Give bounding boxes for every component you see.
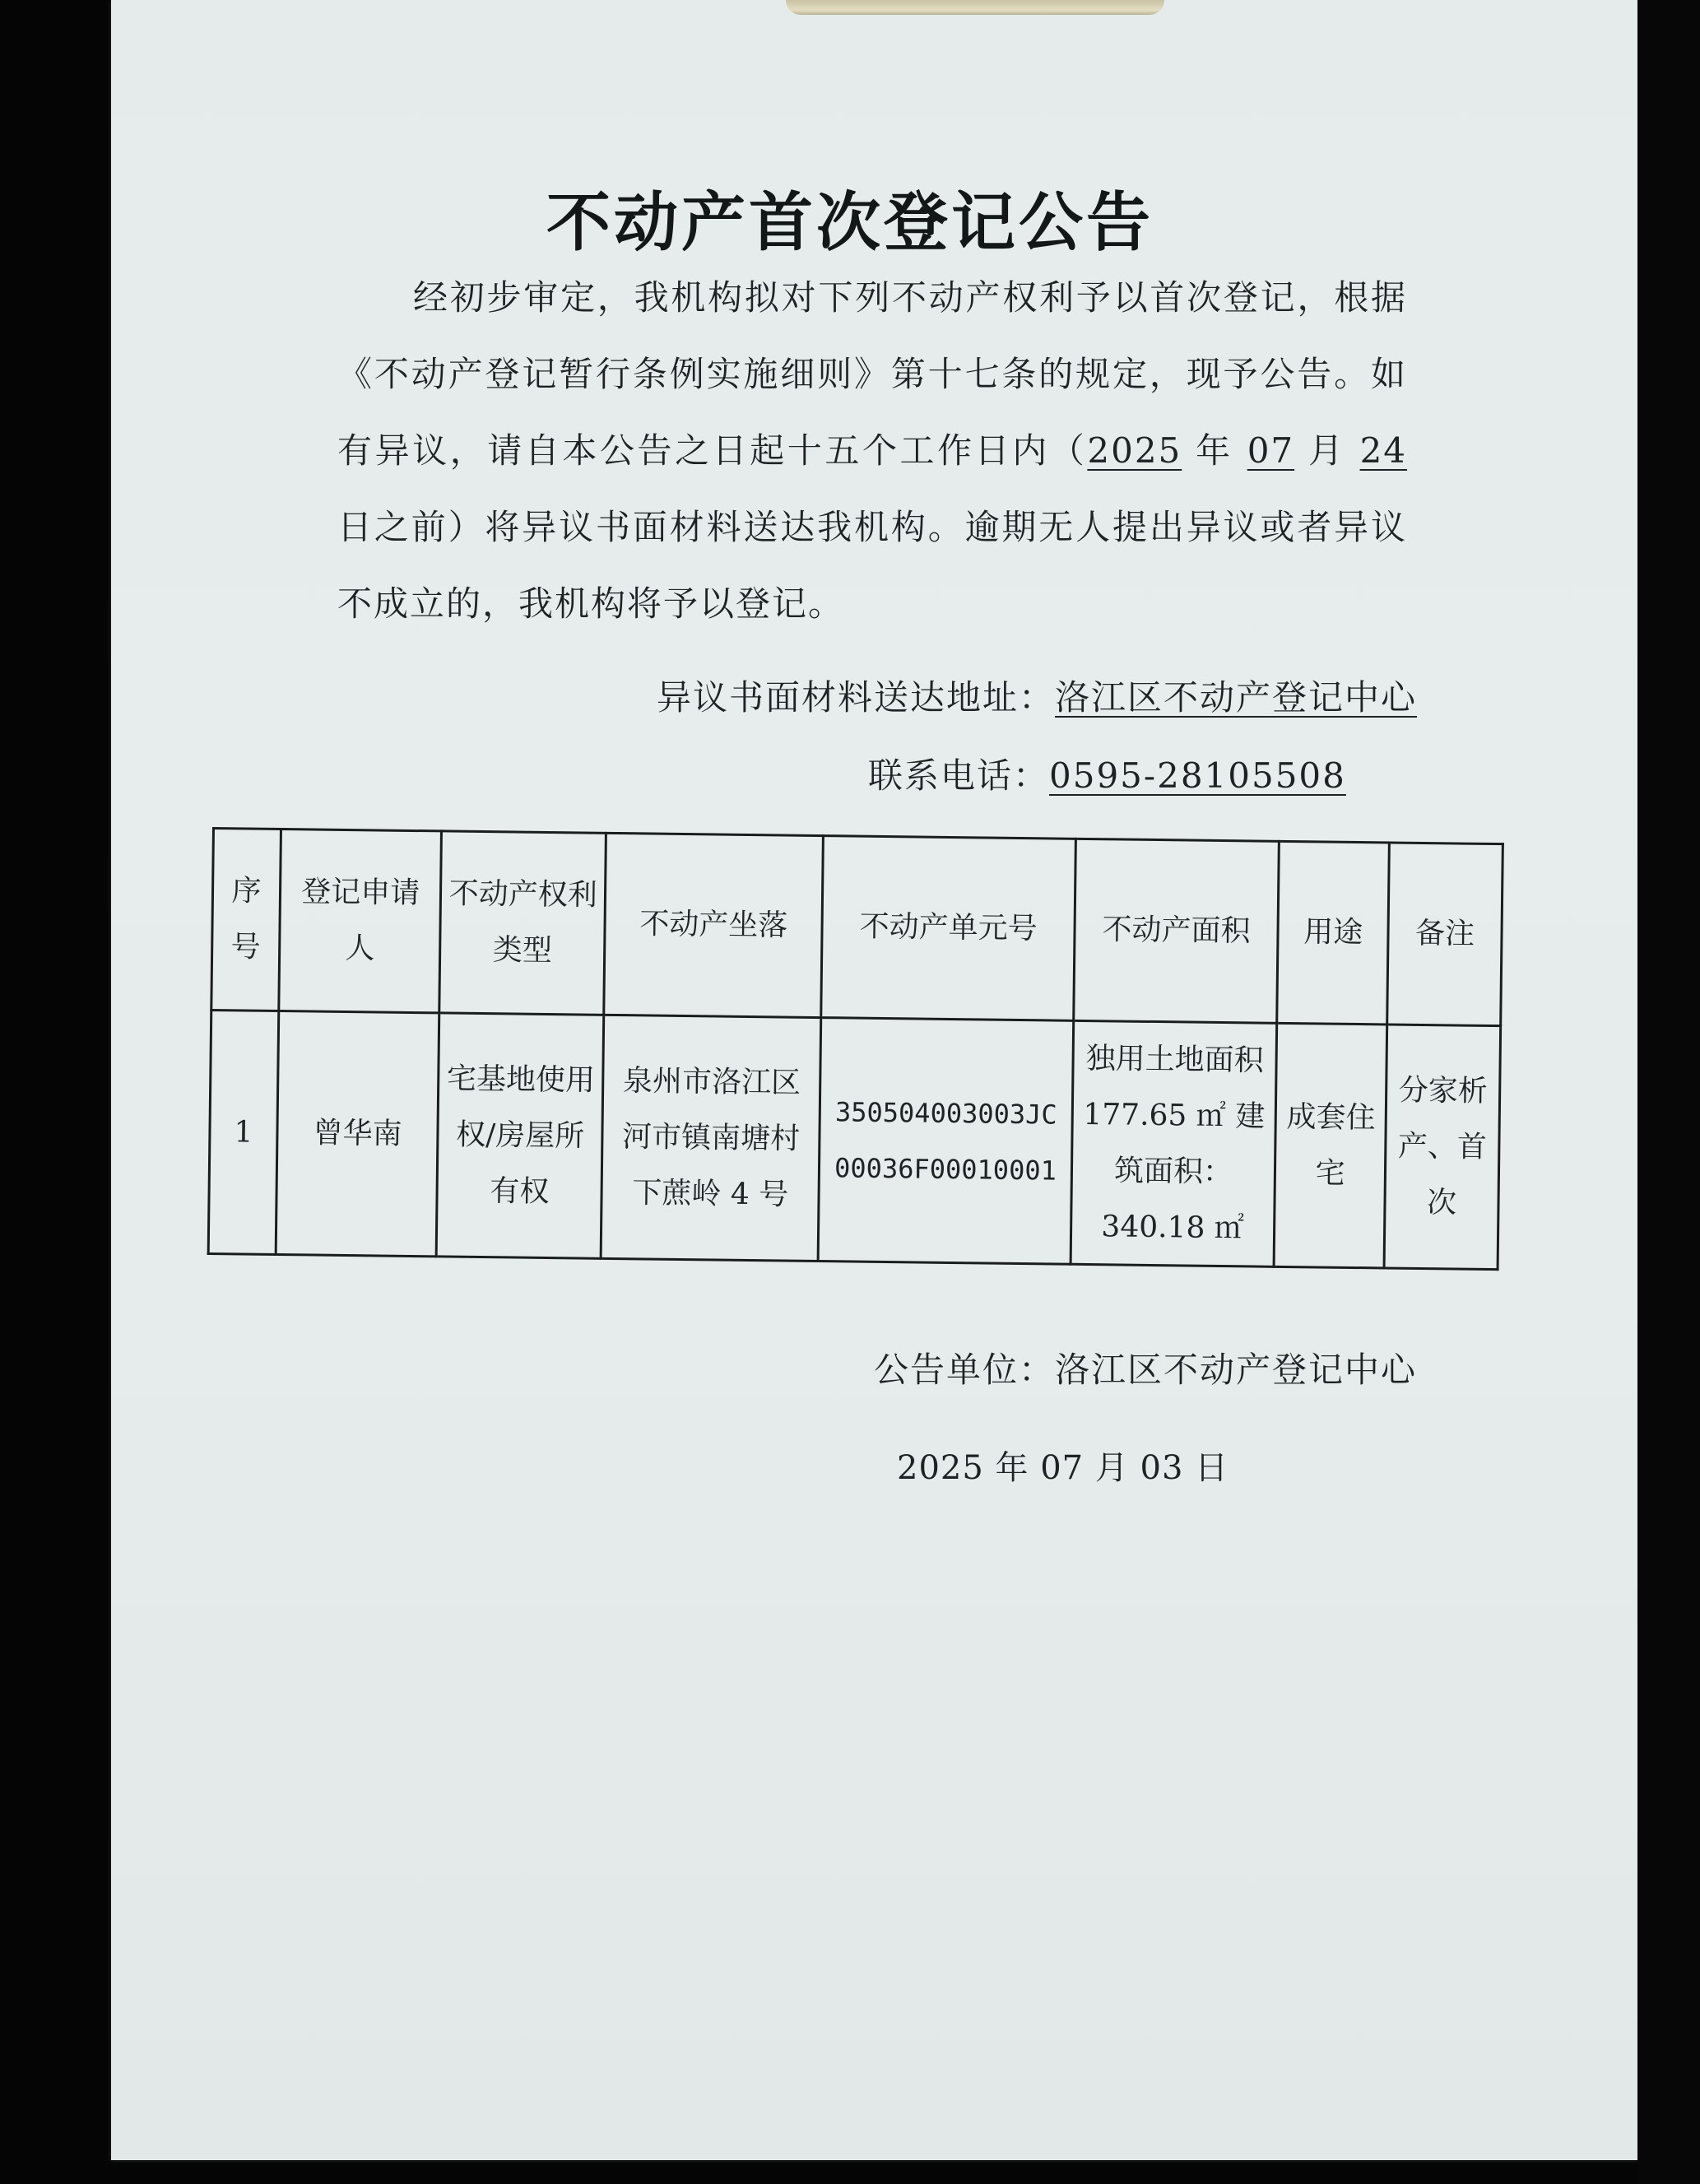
header-area: 不动产面积 [1073,839,1279,1023]
table-header-row [211,829,1503,1026]
registration-table [207,827,1504,1271]
contact-phone [868,749,1346,798]
cell-unit-no: 350504003003JC00036F00010001 [819,1018,1074,1265]
deadline-month: 07 [1247,430,1295,471]
cell-remark: 分家析产、首次 [1384,1025,1501,1270]
paper-clip [786,0,1164,15]
cell-area: 独用土地面积 177.65 ㎡ 建筑面积：340.18 ㎡ [1071,1020,1277,1266]
header-right-type: 不动产权利类型 [439,831,606,1015]
table-row [208,1011,1500,1270]
header-applicant: 登记申请人 [279,829,442,1013]
address-label: 异议书面材料送达地址： [657,677,1056,718]
notice-date: 2025 年 07 月 03 日 [897,1449,1229,1487]
cell-usage: 成套住宅 [1274,1023,1386,1268]
cell-applicant: 曾华南 [276,1011,439,1257]
deadline-year: 2025 [1087,430,1182,471]
issuing-unit: 公告单位：洛江区不动产登记中心 [874,1350,1418,1390]
body-text-2: 日之前）将异议书面材料送达我机构。逾期无人提出异议或者异议不成立的，我机构将予以登记。 [337,507,1407,624]
header-location: 不动产坐落 [604,833,824,1017]
header-unit-no: 不动产单元号 [821,836,1075,1021]
deadline-day: 24 [1359,430,1408,471]
header-remark: 备注 [1387,843,1503,1026]
notice-body [337,259,1407,642]
cell-location: 泉州市洛江区河市镇南塘村下蔗岭 4 号 [601,1015,821,1261]
objection-address [657,671,1417,720]
cell-index: 1 [208,1011,279,1255]
year-char: 年 [1182,430,1247,471]
address-value: 洛江区不动产登记中心 [1055,677,1418,718]
cell-right-type: 宅基地使用权/房屋所有权 [437,1013,604,1258]
body-text-1: 经初步审定，我机构拟对下列不动产权利予以首次登记，根据《不动产登记暂行条例实施细则》第十七条的规定，现予公告。如有异议，请自本公告之日起十五个工作日内（ [337,277,1407,471]
month-char: 月 [1294,430,1360,471]
phone-label: 联系电话： [868,755,1050,796]
header-index: 序号 [211,829,281,1011]
phone-value: 0595-28105508 [1049,755,1346,796]
notice-title: 不动产首次登记公告 [546,186,1154,260]
header-usage: 用途 [1277,841,1389,1025]
background [1637,0,1700,2184]
